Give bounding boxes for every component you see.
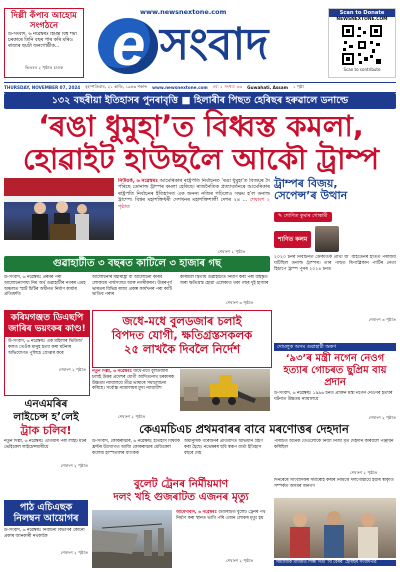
top-left-headline: দিল্লী কঁপাব আহোম সংগঠনে	[11, 11, 77, 31]
pathsala-headline-2: নিলম্বন আয়োগৰ	[13, 513, 79, 524]
right-bottom-text: দিনৰেৰে সাংবাদিকৰ সমাৰোহ কৰাৰ নিমিত্তে দলগোষ্ঠীয়ে ইয়াৰ স্বীকৃতি সম্পৰ্কত অসমৰ জনগণ	[274, 478, 394, 489]
column-link[interactable]: শেষাংশ ৩ পৃষ্ঠাত	[368, 317, 396, 322]
people-group-icon	[274, 498, 396, 558]
bulldozer-link[interactable]: শেষাংশ ২ পৃষ্ঠাত	[118, 414, 146, 419]
lead-dateline: নিউয়ৰ্ক, ৬ নৱেম্বৰঃ	[118, 178, 158, 184]
licence-link[interactable]: শেষাংশ ২ পৃষ্ঠাত	[60, 463, 88, 468]
qr-code-icon	[340, 23, 384, 67]
bulldozer-body	[92, 369, 176, 415]
karimganj-link[interactable]: শেষাংশ ২ পৃষ্ঠাত	[58, 367, 86, 372]
licence-headline-2[interactable]: লাইচেন্স হ’লেই	[13, 411, 79, 423]
neog-body: উ-সংবাদ, ৬ নৱেম্বৰঃ ১৯৯৬ চনত প্ৰাক্তন মন্ত্ৰী নগেন নেওগৰ হত্যাৰ ঘটনাত উচ্চতম ন্যায়ালয়ে	[274, 391, 393, 402]
bulldozer-headline-2[interactable]: বিপদত যোগী, ক্ষতিগ্ৰস্তসকলক	[111, 328, 253, 342]
bullet-headline-box	[92, 478, 270, 508]
page-count: ১ পৃষ্ঠা	[293, 84, 304, 89]
bullet-body	[176, 510, 270, 556]
column-body: ২০২০ চনৰ নিৰ্বাচনত ক্ৰেকৰ্তিক প্ৰাৰ্থী জ’ বাইডেনৰ হাতত পৰাজয় ঘটিছিল ডনাল্ড ট্ৰাম্পৰ। তাৰ পাছত ৰিপাব্লিকান পাৰ্টিৰ নেতা হিচাপে ট্ৰাম্প পুনৰ ২০২৪ চনত	[274, 255, 396, 273]
ticker-bar	[4, 93, 396, 109]
author-avatar	[315, 226, 339, 252]
logo-e-letter: e	[112, 11, 146, 78]
column-author: ✎ শোণিত কুমাৰ গোস্বামী	[274, 212, 332, 222]
bulldozer-photo	[180, 369, 270, 411]
kmch-col-2: অমানুষিক গৰেজনৰ প্ৰতিবাদত অভিযান গ্ৰহণ কৰা হৈছে। নভেম্বৰৰ ছবি স্বৰূপ বাৰ্তা ইতিহাস বছৰে দেহ	[184, 439, 263, 456]
lead-photo	[4, 178, 114, 240]
kmch-col-3: পৰিচিত অনেক তেওঁলোকে নিজা নিজা মৃত দেহদান কৰিবলৈ পঞ্জীয়ন কৰিছিল	[274, 439, 394, 450]
bulldozer-headline-1[interactable]: জধে-মধে বুলডজাৰ চলাই	[122, 314, 242, 328]
right-bottom-photo	[274, 498, 396, 558]
dateline-site[interactable]: www.newsnextone.com	[152, 85, 208, 90]
date-assamese: বৃহস্পতিবাৰ, ২১ কাতি, ১৯৪৬ শকাব্দ	[85, 84, 148, 89]
dateline-strip	[4, 82, 396, 93]
licence-body: নতুন দিল্লী, ৬ নৱেম্বৰঃ এতিয়াৰ পৰা লাইট মটৰ ভেহিকেল লাইচেন্সধাৰীয়ে	[4, 439, 87, 450]
column-title-2[interactable]: সেপেন্স’ৰ উত্থান	[274, 189, 348, 202]
kmch-link[interactable]: শেষাংশ ২ পৃষ্ঠাত	[350, 470, 378, 475]
pathsala-body: উ-সংবাদ, ৬ নৱেম্বৰঃ নিৰ্বাচনী বিভাগৰ কোনো প্ৰকাৰ জানকাৰী নথকাকৈ	[4, 528, 85, 539]
guwahati-banner	[4, 256, 270, 272]
top-left-box	[4, 8, 84, 78]
bulldozer-dateline: নতুন দিল্লী, ৬ নৱেম্বৰঃ	[92, 369, 132, 374]
bulldozer-icon	[180, 369, 270, 411]
bulldozer-body-text: জধে-মধে বুলডজাৰ চলাই উত্তৰ প্ৰদেশৰ যোগী আদিত্যনাথ চৰকাৰক উচ্চতম ন্যায়ালয়ে তীব্ৰ ভাষাৰে সমালোচনা কৰিছে। সৰ্বোচ্চ ন্যায়ালয়ৰ মুখ্য ন্যায়াধীশ	[92, 369, 175, 392]
karimganj-headline[interactable]: কৰিমগঞ্জত ডিএছপি জাৰিৰ ভয়ংকৰ কাণ্ড!	[5, 311, 89, 337]
pen-icon: ✎	[278, 213, 284, 219]
right-bottom-caption: সামাজিক মাধ্যমত শিল্পী সত্য ‘বি বেৰৰ’ হেৰিছৰ সংবাদপত্ৰ	[274, 560, 396, 566]
column-box	[274, 178, 396, 338]
kmch-col-1: উ-সংবাদ, কোকৰাঝাৰ, ৬ নৱেম্বৰঃ ইতিহাস বিষয়ক ফ্ৰন্টৰ উদ্যোগত আজি কোকৰাঝাৰ মেডিকেল কলেজ হাস্পতালৰ ব্যাংকক	[92, 439, 180, 456]
donate-box[interactable]	[328, 8, 396, 78]
donate-site: NEWSNEXTONE.COM	[336, 17, 388, 22]
donate-sub: Scan to contribute	[343, 67, 381, 72]
guwahati-col-2: আলোচনাৰ মহাৰাষ্ট্ৰী বা আলোচনা কৰিব লোকাৰে পাৰ্শ্বসংলগ্ন আৰু নগৰীকৰণ। উত্তৰপূৰ্ব ভাৰতৰ বিভিন্ন ৰাজ্য প্ৰকল্প কাৰ্যখনৰ পৰা কাটি ভাতিব পৰাৰ	[92, 275, 172, 298]
pathsala-headline[interactable]	[4, 500, 88, 526]
guwahati-col-3: কৰিয়িল দ্বিতীয় গুৱাহাটীত নিৰ্মাণ কৰা পৰা বহিষ্কৃত জৰা ক্ষতিগ্ৰস্ত হোৱা এলেকাত থকা গছৰ দুই হাজাৰ	[180, 275, 269, 286]
bullet-link[interactable]: শেষাংশ ২ পৃষ্ঠাত	[226, 558, 254, 563]
lead-body	[118, 178, 270, 248]
site-url[interactable]: www.newsnextone.com	[140, 8, 227, 16]
karimganj-box	[4, 310, 90, 396]
guwahati-col-1: উ-সংবাদ, ৬ নৱেম্বৰঃ প্ৰৰমৰ পৰা আলোচনাসাধ্য নিম অৰ্থ গুৱাহাটীৰ নগৰৰ এমহ অঞ্চলত স্মাৰ্ট চিটিৰ অধীনত নিৰ্মাণ কাৰ্য্যৰ প্ৰতিশ্ৰুতি	[4, 275, 86, 298]
column-title-1[interactable]: ট্ৰাম্পৰ বিজয়,	[274, 177, 338, 190]
date-english: THURSDAY, NOVEMBER 07, 2024	[4, 85, 81, 90]
logo-text: সংবাদ	[160, 19, 269, 70]
bullet-body-text: গুজৰাটত বুলেট ট্ৰেনৰ পথ নিৰ্মাণ কৰা স্থানত ভাগি পৰি এজন লোকৰ মৃত্যু হয়	[176, 510, 266, 521]
licence-headline-3[interactable]: ট্ৰাক চলিব!	[20, 424, 72, 437]
ticker-text: ১৩২ বছৰীয়া ইতিহাসৰ পুনৰাবৃত্তি ■ হিলাৰীৰ পিছত হেৰিছৰ হৰুৱালে ডনাল্ডে	[51, 95, 349, 106]
lead-headline-2[interactable]: হোৱাইট হাউছলৈ আকৌ ট্ৰাম্প	[22, 142, 380, 176]
pathsala-headline-1: পাঠ এচিএছক	[19, 502, 73, 513]
issue-info: বৰ্ষ: ২ সংখ্যা: ৬৬	[212, 84, 243, 89]
bulldozer-headline-box	[92, 310, 272, 368]
bullet-headline-1[interactable]: বুলেট ট্ৰেনৰ নিৰ্মীয়মাণ	[133, 478, 229, 490]
karimganj-body: উ-সংবাদ, ৬ নৱেম্বৰঃ এক মহিলাৰ ভিডিঅ’ কলত তেওঁক মানুহ হত্যা কৰা ঘটনাৰ অভিযোগত পুলিচে গ্ৰেপ্তাৰ কৰে	[8, 339, 84, 356]
bullet-headline-2[interactable]: দলং খহি গুজৰাটত এজনৰ মৃত্যু	[113, 491, 249, 503]
guwahati-link[interactable]: শেষাংশ ৩ পৃষ্ঠাত	[226, 300, 254, 305]
lead-headline-1[interactable]: ‘ৰঙা ধুমুহা’ত বিধ্বস্ত কমলা,	[38, 109, 364, 143]
licence-headline-1[interactable]: এনএমৰিৰ	[24, 398, 68, 410]
location: Guwahati, Assam	[247, 85, 288, 90]
top-left-text: উ-সংবাদ, ৬ নৱেম্বৰঃ হিমন্ত বিশ্ব শৰ্মা চৰকাৰে তিনি বছৰ পাৰ কৰি মৰিও ৰাজ্যৰ ছয়টা জনগোষ্ঠীক...	[8, 32, 77, 50]
collapsed-bridge-icon	[92, 510, 172, 568]
pathsala-box	[4, 500, 88, 568]
licence-box	[4, 398, 88, 496]
guwahati-headline[interactable]: গুৱাহাটীত ৩ বছৰত কাটিলে ৩ হাজাৰ গছ	[52, 258, 222, 269]
neog-link[interactable]: শেষাংশ ২ পৃষ্ঠাত	[368, 415, 396, 420]
donate-title: Scan to Donate	[329, 9, 395, 17]
bulldozer-headline-3[interactable]: ২৫ লাখকৈ দিবলৈ নিৰ্দেশ	[123, 342, 241, 356]
kmch-headline[interactable]: কেএমচিএচ প্ৰথমবাৰৰ বাবে মৰণোত্তৰ দেহদান	[139, 422, 349, 436]
bullet-dateline: আমেদাবাদ, ৬ নৱেম্বৰঃ	[176, 510, 217, 515]
top-left-link[interactable]: ভিতৰৰ ২ পৃষ্ঠাত চাওক	[24, 65, 64, 70]
column-section-label: শাণিত কলম	[274, 231, 311, 248]
bullet-photo	[92, 510, 172, 568]
lead-body-text: আমেৰিকাৰ ৰাষ্ট্ৰপতি নিৰ্বাচনত ‘ৰঙা ধুমুহা’ত বিজয়ৰ দৈ পৰিছে ডোনাল্ড ট্ৰাম্পৰ কমলা হেৰিছে। ৰাজনৈতিক প্ৰত্যাবৰ্তনৰে আমেৰিকাৰ ৰাষ্ট্ৰপতি নিৰ্বাচনৰ ইতিহাসত এক অনন্য নজিৰ গঢ়িলেও সক্ষম হ’ল ডনাল্ড ট্ৰাম্পে। বিশ্বৰ মহাশক্তিধৰী দেশখনৰ মহাশক্তিশালী দেশৰ ২৪ ...	[118, 178, 270, 204]
neog-kicker: দোমলুক অসম গুৱাহাটী অকণ	[274, 343, 396, 351]
lead-photo-link[interactable]: শেষাংশ ২ পৃষ্ঠাত	[218, 249, 246, 254]
lead-link[interactable]: শেষাংশ ২ পৃষ্ঠাত	[118, 197, 270, 210]
pathsala-link[interactable]: শেষাংশ ২ পৃষ্ঠাত	[60, 550, 88, 555]
podium-scene-icon	[4, 178, 114, 240]
neog-headline[interactable]: ‘৯৩’ৰ মন্ত্ৰী নগেন নেওগ হত্যাৰ গোচৰত ছুপ্ৰিম বায় প্ৰদান	[283, 353, 387, 388]
